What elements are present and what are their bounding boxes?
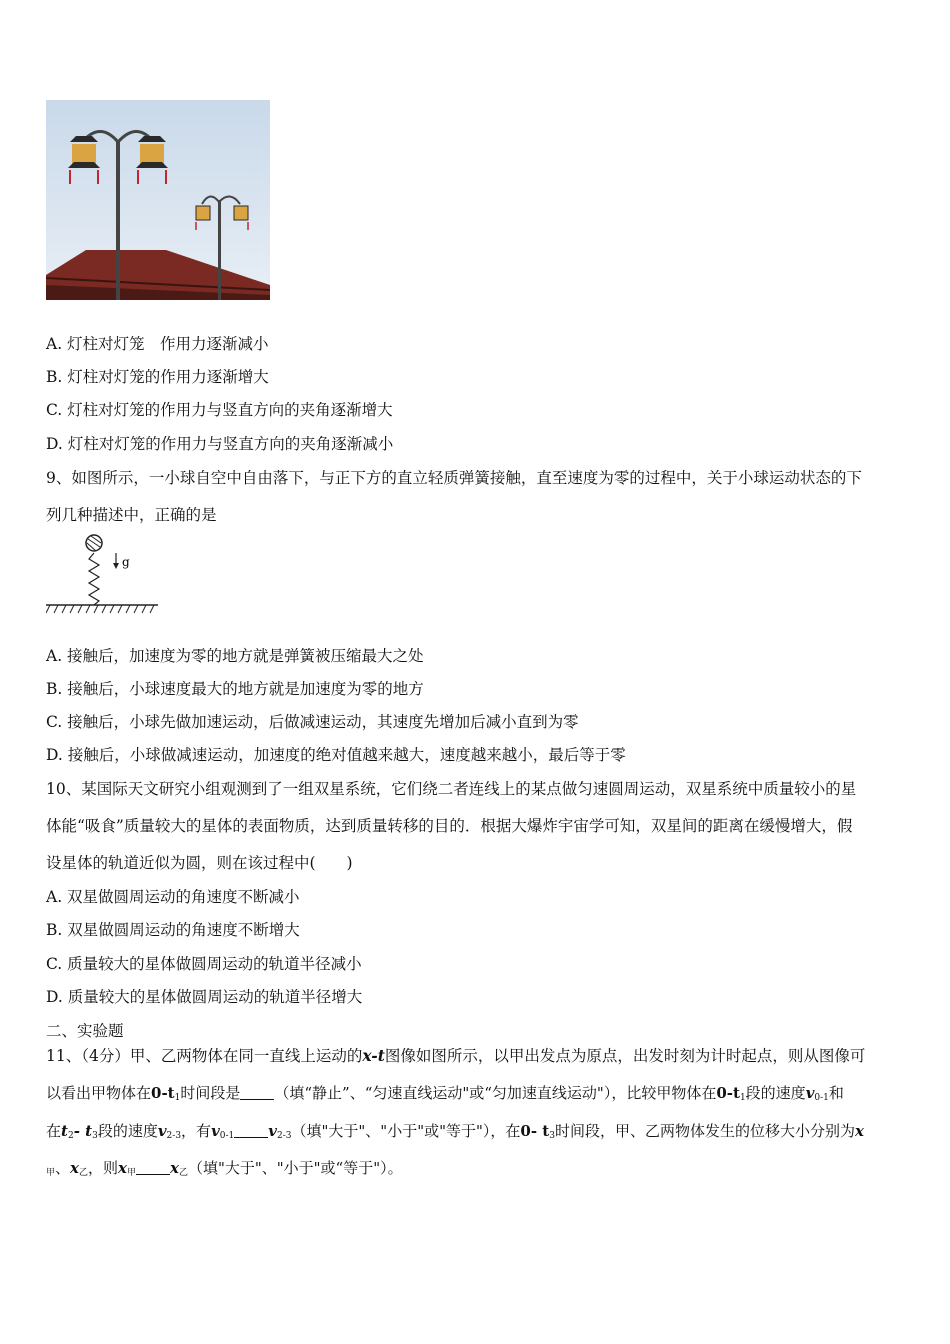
q9-stem-line1: 9、如图所示，一小球自空中自由落下，与正下方的直立轻质弹簧接触，直至速度为零的过程中，关于小球运动状态的下 — [46, 469, 862, 487]
q10-option-d: D. 质量较大的星体做圆周运动的轨道半径增大 — [46, 988, 363, 1006]
q10-option-b: B. 双星做圆周运动的角速度不断增大 — [46, 921, 300, 939]
q11-v: v — [268, 1122, 277, 1140]
q11-v: v — [211, 1122, 220, 1140]
q11-xt: x-t — [362, 1046, 385, 1065]
q11-sub: 0-1 — [814, 1093, 829, 1103]
q10-stem-line2: 体能“吸食”质量较大的星体的表面物质，达到质量转移的目的．根据大爆炸宇宙学可知，双星间的距离在缓慢增大，假 — [46, 817, 853, 835]
q11-sub: 0-1 — [219, 1131, 235, 1141]
q11-text: 在 — [46, 1122, 62, 1140]
q11-text: 、 — [55, 1159, 71, 1177]
q11-t: t — [61, 1122, 68, 1140]
q10-option-a: A. 双星做圆周运动的角速度不断减小 — [46, 888, 300, 906]
q9-stem-line2: 列几种描述中，正确的是 — [46, 506, 217, 524]
q11-text: （填"大于"、"小于"或"等于"），在 — [291, 1122, 521, 1140]
q11-sub: 1 — [739, 1093, 746, 1103]
q11-v: v — [805, 1084, 815, 1102]
q8-option-d: D. 灯柱对灯笼的作用力与竖直方向的夹角逐渐减小 — [46, 435, 394, 453]
q10-stem-line3: 设星体的轨道近似为圆，则在该过程中( ) — [46, 854, 353, 872]
q11-sub: 3 — [92, 1131, 98, 1141]
q11-text: 时间段是 — [180, 1084, 241, 1102]
q11-text: （填“静止”、“匀速直线运动"或“匀加速直线运动"），比较甲物体在 — [274, 1084, 717, 1102]
q11-text: ，则 — [88, 1159, 119, 1177]
answer-blank-3[interactable] — [136, 1160, 170, 1175]
section-title: 二、实验题 — [46, 1022, 124, 1040]
q11-line1 — [46, 1046, 906, 1066]
q11-text: 以看出甲物体在 — [46, 1084, 152, 1102]
q11-text: ，有 — [181, 1122, 212, 1140]
q11-text: 和 — [828, 1084, 844, 1102]
q9-option-a: A. 接触后，加速度为零的地方就是弹簧被压缩最大之处 — [46, 647, 424, 665]
q11-range: 0- t — [520, 1122, 550, 1140]
q11-sub: 乙 — [178, 1168, 188, 1178]
q11-x: x — [118, 1159, 127, 1177]
q11-sub: 2-3 — [166, 1131, 182, 1141]
q11-v: v — [157, 1122, 167, 1140]
q8-option-a: A. 灯柱对灯笼 作用力逐渐减小 — [46, 335, 269, 353]
q11-sub: 1 — [174, 1093, 181, 1103]
ball-spring-figure — [46, 533, 162, 623]
q11-sub: 3 — [549, 1131, 555, 1141]
lantern-street-lamps-image — [46, 100, 270, 300]
gravity-label: g — [122, 555, 130, 569]
q11-range: 0-t — [716, 1084, 740, 1102]
q11-x: x — [70, 1159, 79, 1177]
q9-option-c: C. 接触后，小球先做加速运动，后做减速运动，其速度先增加后减小直到为零 — [46, 713, 579, 731]
q11-sub: 甲 — [46, 1168, 56, 1178]
q10-option-c: C. 质量较大的星体做圆周运动的轨道半径减小 — [46, 955, 362, 973]
q10-stem-line1: 10、某国际天文研究小组观测到了一组双星系统，它们绕二者连线上的某点做匀速圆周运动，双星系统中质量较小的星 — [46, 780, 857, 798]
q11-range: 0-t — [151, 1084, 175, 1102]
q11-x: x — [854, 1122, 864, 1140]
answer-blank-1[interactable] — [240, 1085, 274, 1100]
q11-sub: 甲 — [126, 1168, 136, 1178]
q11-x: x — [169, 1159, 179, 1177]
answer-blank-2[interactable] — [234, 1123, 268, 1138]
q9-option-d: D. 接触后，小球做减速运动，加速度的绝对值越来越大，速度越来越小，最后等于零 — [46, 746, 626, 764]
q11-text: 11、（4分）甲、乙两物体在同一直线上运动的 — [46, 1047, 363, 1065]
q11-text: 时间段，甲、乙两物体发生的位移大小分别为 — [554, 1122, 855, 1140]
q11-sub: 2-3 — [277, 1131, 292, 1141]
q11-text: 图像如图所示，以甲出发点为原点，出发时刻为计时起点，则从图像可 — [384, 1047, 866, 1065]
q8-option-c: C. 灯柱对灯笼的作用力与竖直方向的夹角逐渐增大 — [46, 401, 393, 419]
q11-line3 — [46, 1121, 906, 1146]
q8-option-b: B. 灯柱对灯笼的作用力逐渐增大 — [46, 368, 269, 386]
q11-t: - t — [73, 1122, 93, 1140]
q11-line2 — [46, 1083, 906, 1108]
q11-line4 — [46, 1158, 906, 1183]
q11-text: 段的速度 — [745, 1084, 806, 1102]
q11-text: （填"大于"、"小于"或“等于"）。 — [187, 1159, 403, 1177]
q11-text: 段的速度 — [97, 1122, 158, 1140]
q11-sub: 乙 — [78, 1168, 88, 1178]
q11-sub: 2 — [67, 1131, 74, 1141]
q9-option-b: B. 接触后，小球速度最大的地方就是加速度为零的地方 — [46, 680, 424, 698]
